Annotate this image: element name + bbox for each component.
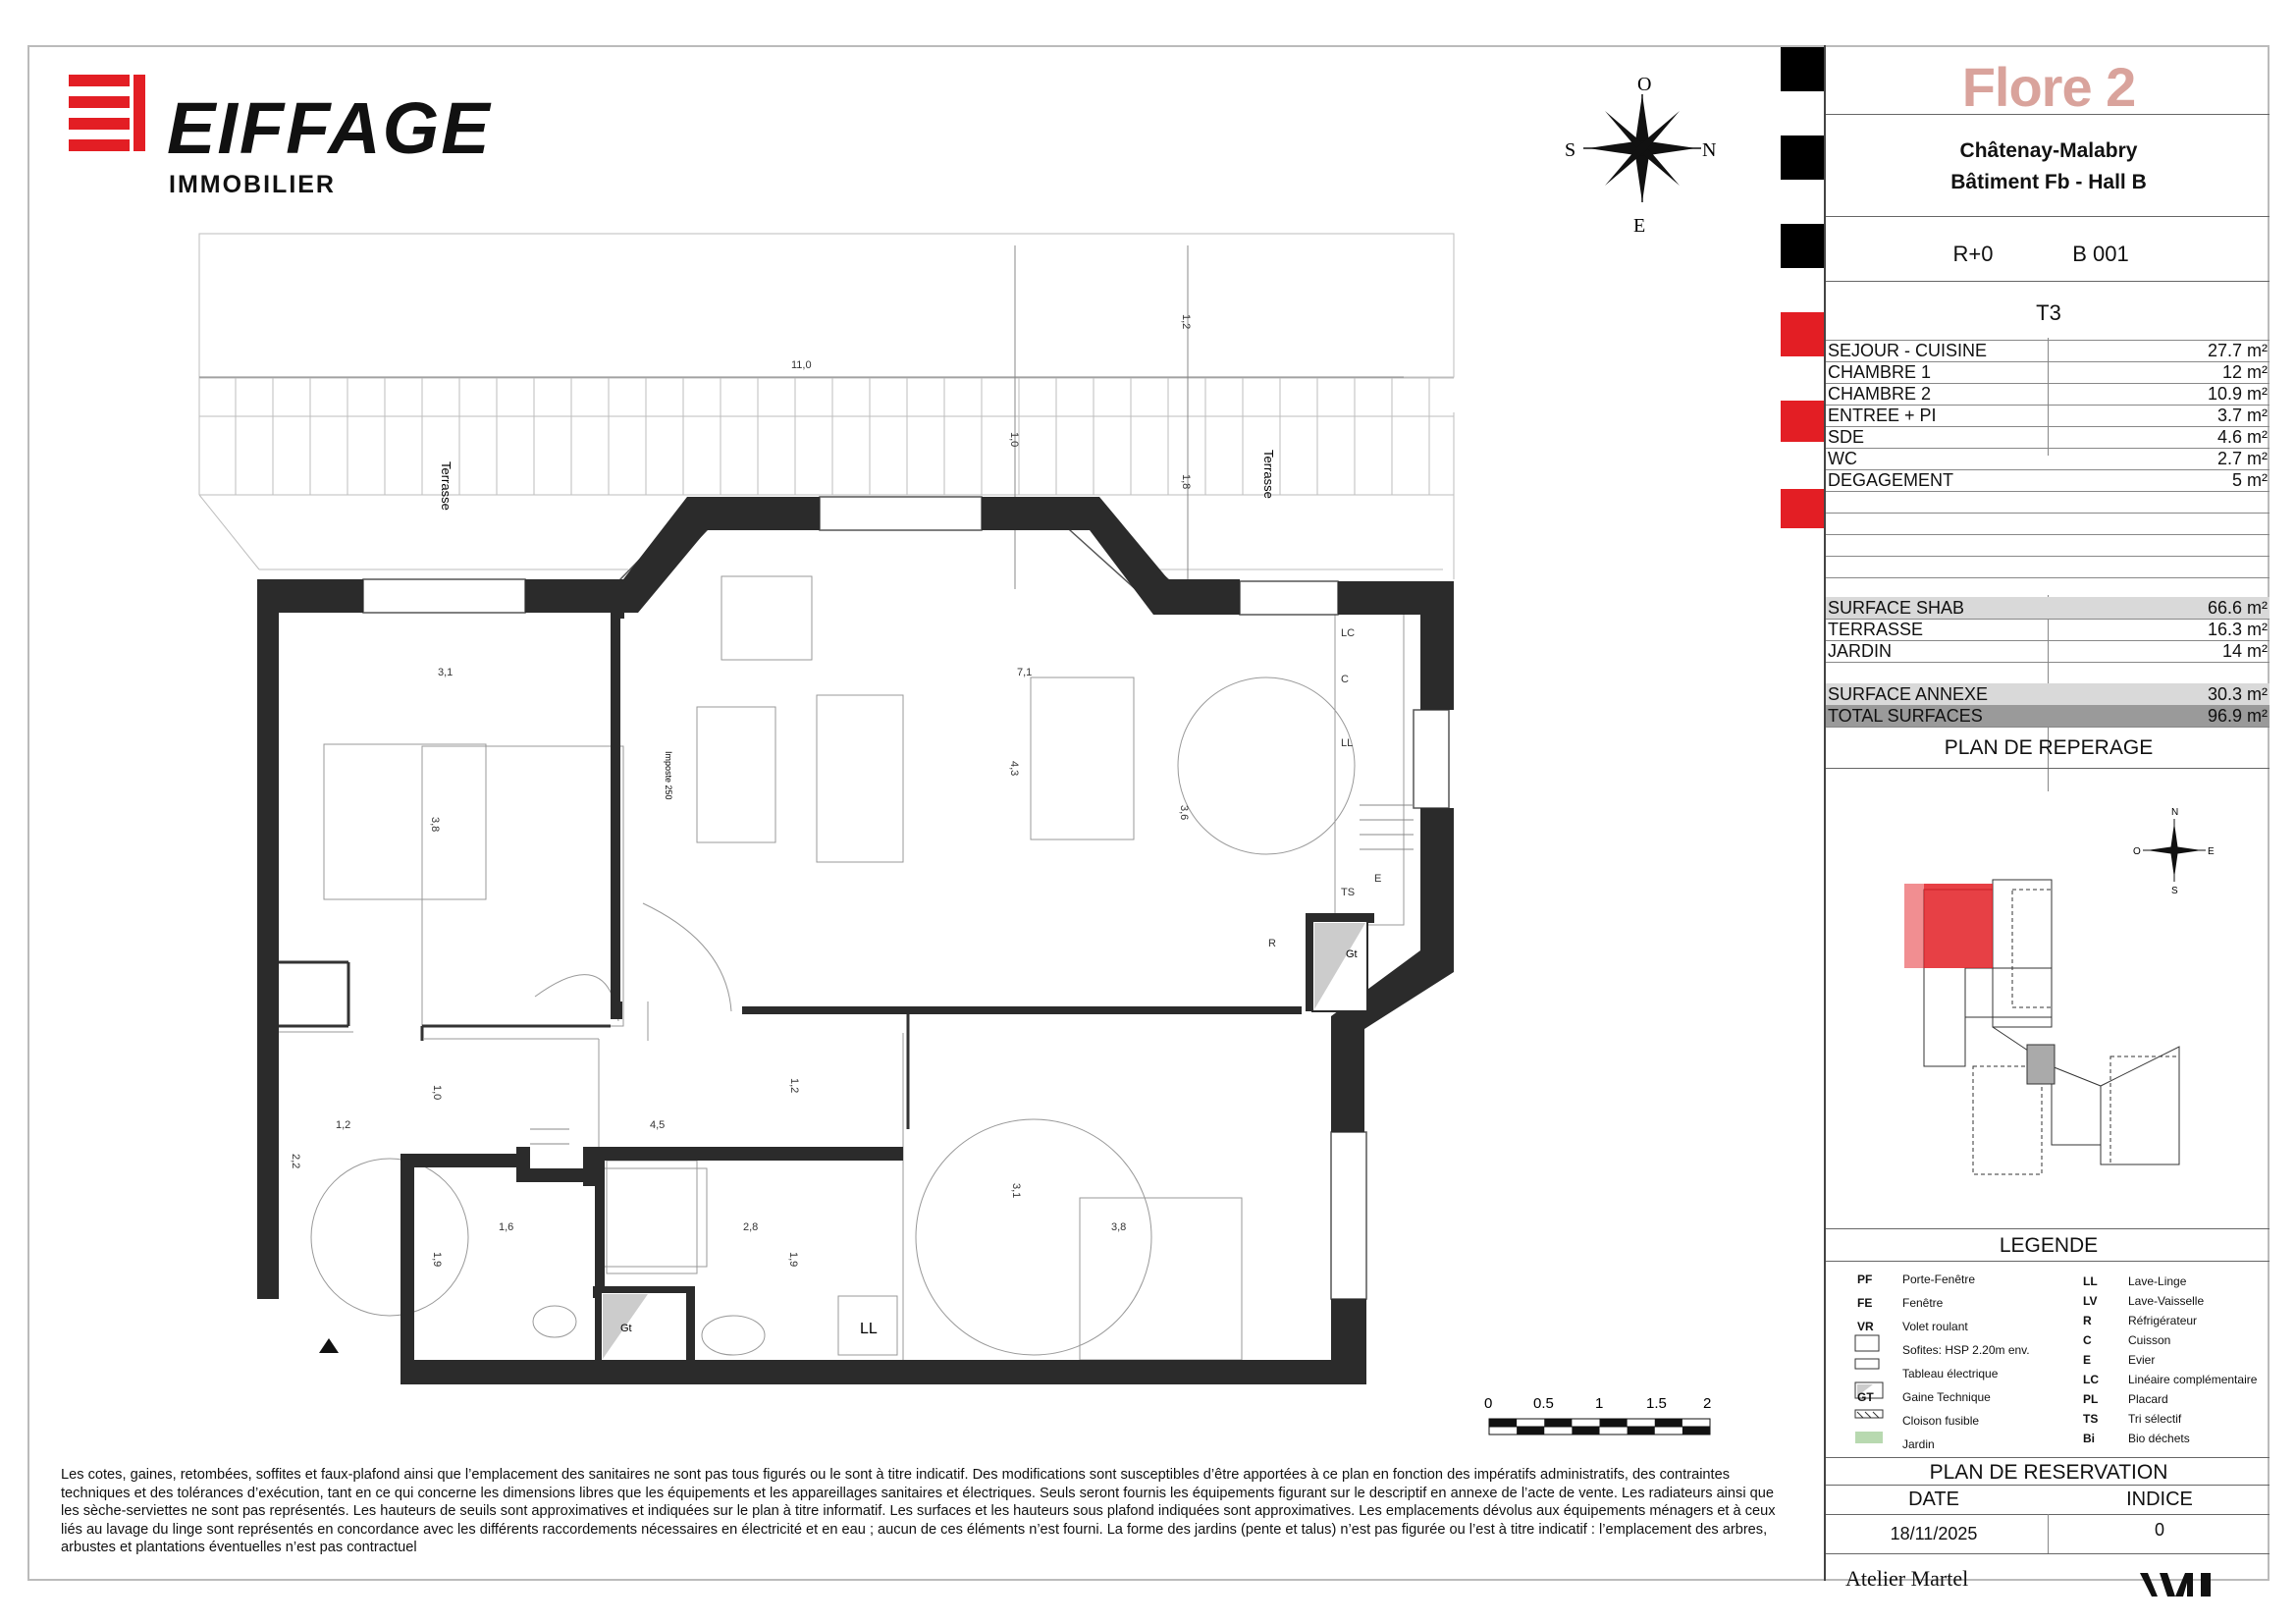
legend-code: GT xyxy=(1857,1390,1874,1404)
terrace-left-label: Terrasse xyxy=(439,461,454,511)
total-area: 14 m² xyxy=(2221,641,2268,661)
svg-text:1,0: 1,0 xyxy=(431,1085,443,1101)
svg-text:C: C xyxy=(1341,674,1349,685)
legend-label: Bio déchets xyxy=(2128,1432,2190,1445)
legend-code: VR xyxy=(1857,1320,1874,1333)
svg-text:3,8: 3,8 xyxy=(1111,1221,1127,1233)
room-row xyxy=(1826,426,2269,448)
compass-west: O xyxy=(1637,74,1652,95)
legend-label: Cuisson xyxy=(2128,1333,2171,1347)
legend-label: Volet roulant xyxy=(1902,1320,1968,1333)
legend-item xyxy=(2083,1353,2269,1367)
legend-code: PF xyxy=(1857,1272,1873,1286)
legend-label: Sofites: HSP 2.20m env. xyxy=(1902,1343,2030,1357)
legend-code: TS xyxy=(2083,1412,2099,1426)
legend-code: R xyxy=(2083,1314,2092,1327)
svg-text:N: N xyxy=(2171,807,2179,818)
svg-text:1,2: 1,2 xyxy=(788,1078,800,1094)
allege-label: Imposte 250 xyxy=(664,751,673,800)
legend-item xyxy=(2083,1314,2269,1327)
room-area: 27.7 m² xyxy=(2207,341,2268,360)
legend-item xyxy=(1857,1343,2054,1357)
legend-label: Placard xyxy=(2128,1392,2168,1406)
compass-icon xyxy=(1565,74,1716,237)
legend-label: Fenêtre xyxy=(1902,1296,1944,1310)
project-city: Châtenay-Malabry xyxy=(1959,139,2138,162)
date-label: DATE xyxy=(1908,1489,1959,1510)
legend-code: LC xyxy=(2083,1373,2099,1386)
location-map xyxy=(1895,791,2215,1223)
svg-text:1,8: 1,8 xyxy=(1180,474,1192,490)
room-row xyxy=(1826,361,2269,383)
legend-code: Bi xyxy=(2083,1432,2095,1445)
info-panel xyxy=(1824,45,2269,1591)
legend-label: Lave-Vaisselle xyxy=(2128,1294,2205,1308)
svg-text:S: S xyxy=(2171,886,2178,896)
indice-label: INDICE xyxy=(2126,1489,2193,1510)
room-name: WC xyxy=(1828,449,1857,468)
svg-text:LL: LL xyxy=(1341,737,1354,749)
lot-number: B 001 xyxy=(2072,242,2129,266)
room-area: 12 m² xyxy=(2221,362,2268,382)
svg-text:11,0: 11,0 xyxy=(791,359,812,371)
legend-label: Lave-Linge xyxy=(2128,1274,2187,1288)
svg-text:1,9: 1,9 xyxy=(787,1252,799,1268)
room-area: 5 m² xyxy=(2232,470,2268,490)
room-area: 2.7 m² xyxy=(2216,449,2268,468)
level: R+0 xyxy=(1952,242,1994,266)
svg-text:1: 1 xyxy=(1595,1395,1604,1412)
legend-item xyxy=(1857,1437,2054,1451)
svg-text:1,9: 1,9 xyxy=(431,1252,443,1268)
legend-item xyxy=(2083,1333,2269,1347)
svg-text:1,2: 1,2 xyxy=(336,1119,351,1131)
apartment-type: T3 xyxy=(2036,300,2061,325)
compass-east: E xyxy=(1633,215,1646,237)
svg-text:0: 0 xyxy=(1484,1395,1493,1412)
svg-text:2: 2 xyxy=(1703,1395,1712,1412)
legend-item xyxy=(2083,1412,2269,1426)
svg-text:2,2: 2,2 xyxy=(290,1154,301,1169)
total-name: SURFACE SHAB xyxy=(1828,598,1965,618)
legend-label: Tableau électrique xyxy=(1902,1367,1999,1380)
legend-item xyxy=(2083,1373,2269,1386)
room-area: 4.6 m² xyxy=(2216,427,2268,447)
marker-black-3 xyxy=(1781,224,1824,268)
svg-text:1.5: 1.5 xyxy=(1646,1395,1667,1412)
svg-text:3,1: 3,1 xyxy=(1010,1183,1022,1199)
architect-name: Atelier Martel xyxy=(1845,1566,1969,1591)
room-name: CHAMBRE 1 xyxy=(1828,362,1932,382)
legend-code: E xyxy=(2083,1353,2092,1367)
room-name: CHAMBRE 2 xyxy=(1828,384,1932,404)
indice-value: 0 xyxy=(2154,1520,2164,1540)
annexe-row xyxy=(1826,683,2269,705)
annexe-area: 30.3 m² xyxy=(2207,684,2268,704)
legend-code: LV xyxy=(2083,1294,2098,1308)
marker-red-3 xyxy=(1781,489,1824,528)
ll-machine-label: LL xyxy=(860,1321,878,1337)
brand-name: EIFFAGE xyxy=(167,87,492,169)
room-area: 3.7 m² xyxy=(2216,406,2268,425)
legend-code: PL xyxy=(2083,1392,2099,1406)
svg-text:2,8: 2,8 xyxy=(743,1221,759,1233)
total-row xyxy=(1826,640,2269,662)
svg-text:E: E xyxy=(2208,846,2215,857)
total-surfaces-row xyxy=(1826,705,2269,727)
architect-logo-icon xyxy=(2140,1569,2218,1600)
svg-text:3,1: 3,1 xyxy=(438,667,454,678)
furniture xyxy=(276,576,1404,1360)
legend-item xyxy=(1857,1390,2054,1404)
room-name: ENTREE + PI xyxy=(1828,406,1937,425)
svg-text:4,3: 4,3 xyxy=(1008,761,1020,777)
room-row xyxy=(1826,448,2269,469)
legend-item xyxy=(2083,1392,2269,1406)
legend-item xyxy=(2083,1432,2269,1445)
svg-text:3,8: 3,8 xyxy=(429,817,441,833)
svg-text:3,6: 3,6 xyxy=(1178,805,1190,821)
legend-item xyxy=(2083,1274,2269,1288)
legend-item xyxy=(1857,1320,2054,1333)
legal-notes: Les cotes, gaines, retombées, soffites et faux-plafond ainsi que l’emplacement des sanitaires ne sont pas tous figurés ou le sont à titre indicatif. Des modifications sont susceptibles d’être apportées à ce plan en fonction des impératifs administratifs, des contraintes techniques et des tolérances d’exécution, tant en ce qui concerne les dimensions libres que les équipements et les appareillages sanitaires et électriques. Seuls seront fournis les équipements figurant sur le descriptif en annexe de l’acte de vente. Les radiateurs ainsi que les sèche-serviettes ne sont pas représentés. Les hauteurs de seuils sont approximatives et indiquées sur le plan à titre informatif. Les surfaces et les hauteurs sous plafond indiquées sont approximatives. Les emplacements dévolus aux équipements ménagers et à ceux liés au lavage du linge sont représentés en concordance avec les différents raccordements nécessaires en électricité et en eau ; aucun de ces éléments n’est fourni. La forme des jardins (pente et talus) n’est pas figurée ou l’est à titre indicatif : l’emplacement des arbres, arbustes et plantations éventuelles n’est pas contractuel xyxy=(61,1467,1776,1555)
legend-code: LL xyxy=(2083,1274,2098,1288)
room-name: SDE xyxy=(1828,427,1865,447)
gt-label-kitchen: Gt xyxy=(1346,948,1358,960)
marker-red-1 xyxy=(1781,312,1824,356)
project-logo: Flore 2 xyxy=(1961,56,2136,118)
project-building: Bâtiment Fb - Hall B xyxy=(1950,171,2147,193)
svg-text:7,1: 7,1 xyxy=(1017,667,1033,678)
svg-text:1,0: 1,0 xyxy=(1008,432,1020,448)
legend-code: FE xyxy=(1857,1296,1873,1310)
total-name: TERRASSE xyxy=(1828,620,1924,639)
room-row xyxy=(1826,340,2269,361)
legend-label: Cloison fusible xyxy=(1902,1414,1980,1428)
legend-title: LEGENDE xyxy=(1999,1234,2099,1257)
scale-bar xyxy=(1484,1395,1711,1435)
svg-text:TS: TS xyxy=(1341,887,1356,898)
svg-text:LC: LC xyxy=(1341,627,1356,639)
legend-label: Tri sélectif xyxy=(2128,1412,2182,1426)
room-row xyxy=(1826,405,2269,426)
room-area: 10.9 m² xyxy=(2207,384,2268,404)
legend-label: Réfrigérateur xyxy=(2128,1314,2198,1327)
total-surfaces-area: 96.9 m² xyxy=(2207,706,2268,726)
svg-text:1,2: 1,2 xyxy=(1180,314,1192,330)
total-area: 16.3 m² xyxy=(2207,620,2268,639)
brand-sub: IMMOBILIER xyxy=(169,171,336,198)
legend-label: Gaine Technique xyxy=(1902,1390,1991,1404)
total-area: 66.6 m² xyxy=(2207,598,2268,618)
svg-text:1,6: 1,6 xyxy=(499,1221,514,1233)
legend-label: Linéaire complémentaire xyxy=(2128,1373,2258,1386)
legend-item xyxy=(1857,1272,2054,1286)
marker-black-1 xyxy=(1781,47,1824,91)
room-name: SEJOUR - CUISINE xyxy=(1828,341,1988,360)
compass-north: N xyxy=(1702,139,1717,161)
room-row xyxy=(1826,469,2269,491)
svg-text:E: E xyxy=(1374,873,1382,885)
compass-south: S xyxy=(1565,139,1576,161)
terrace-right-label: Terrasse xyxy=(1261,450,1276,499)
svg-text:O: O xyxy=(2133,846,2141,857)
legend-label: Jardin xyxy=(1902,1437,1935,1451)
svg-text:0.5: 0.5 xyxy=(1533,1395,1554,1412)
total-surfaces-name: TOTAL SURFACES xyxy=(1828,706,1983,726)
svg-text:R: R xyxy=(1268,938,1276,949)
legend-item xyxy=(1857,1414,2054,1428)
marker-red-2 xyxy=(1781,401,1824,442)
total-name: JARDIN xyxy=(1828,641,1893,661)
room-row xyxy=(1826,383,2269,405)
gt-label-wc: Gt xyxy=(620,1323,632,1334)
legend-code: C xyxy=(2083,1333,2092,1347)
legend-item xyxy=(2083,1294,2269,1308)
legend-item xyxy=(1857,1296,2054,1310)
total-row xyxy=(1826,597,2269,619)
annexe-name: SURFACE ANNEXE xyxy=(1828,684,1989,704)
legend-label: Evier xyxy=(2128,1353,2156,1367)
legend-item xyxy=(1857,1367,2054,1380)
date-value: 18/11/2025 xyxy=(1890,1524,1978,1543)
marker-black-2 xyxy=(1781,135,1824,180)
reservation-title: PLAN DE RESERVATION xyxy=(1929,1461,2168,1484)
entrance-arrow-icon xyxy=(319,1338,339,1353)
svg-text:4,5: 4,5 xyxy=(650,1119,666,1131)
reperage-title: PLAN DE REPERAGE xyxy=(1944,736,2154,759)
legend-label: Porte-Fenêtre xyxy=(1902,1272,1976,1286)
room-name: DEGAGEMENT xyxy=(1828,470,1954,490)
total-row xyxy=(1826,619,2269,640)
